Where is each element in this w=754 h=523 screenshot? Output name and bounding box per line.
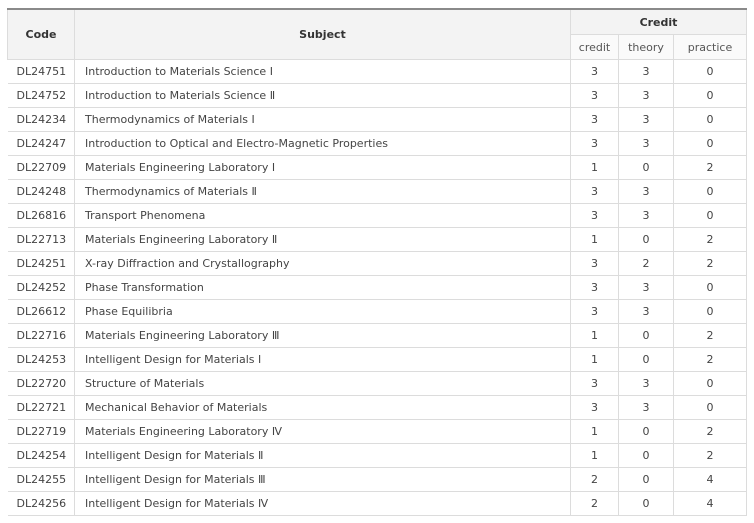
course-subject: X-ray Diffraction and Crystallography [75,252,571,276]
course-subject: Phase Transformation [75,276,571,300]
course-code: DL22720 [8,372,75,396]
course-theory: 0 [619,468,674,492]
course-theory: 3 [619,60,674,84]
table-row [8,252,747,276]
course-theory: 3 [619,276,674,300]
table-row [8,372,747,396]
course-practice: 2 [674,252,747,276]
course-theory: 3 [619,204,674,228]
course-code: DL24248 [8,180,75,204]
course-theory: 0 [619,420,674,444]
course-theory: 0 [619,156,674,180]
course-credit: 2 [571,468,619,492]
table-row [8,324,747,348]
course-practice: 0 [674,180,747,204]
course-code: DL22713 [8,228,75,252]
table-row [8,444,747,468]
course-theory: 3 [619,372,674,396]
header-theory: theory [619,35,674,60]
course-credit: 3 [571,276,619,300]
course-code: DL24252 [8,276,75,300]
course-theory: 0 [619,228,674,252]
table-header [8,9,747,60]
course-practice: 0 [674,204,747,228]
course-credit: 3 [571,300,619,324]
course-practice: 0 [674,108,747,132]
course-subject: Thermodynamics of Materials Ⅱ [75,180,571,204]
course-practice: 0 [674,372,747,396]
curriculum-table-container [7,8,746,516]
course-practice: 2 [674,156,747,180]
course-practice: 2 [674,228,747,252]
course-practice: 2 [674,444,747,468]
course-theory: 3 [619,132,674,156]
course-credit: 3 [571,372,619,396]
course-theory: 3 [619,300,674,324]
table-body [8,60,747,516]
course-subject: Intelligent Design for Materials Ⅳ [75,492,571,516]
course-credit: 1 [571,324,619,348]
table-row [8,228,747,252]
course-practice: 2 [674,324,747,348]
course-practice: 2 [674,420,747,444]
course-subject: Materials Engineering Laboratory Ⅰ [75,156,571,180]
course-subject: Materials Engineering Laboratory Ⅲ [75,324,571,348]
course-subject: Phase Equilibria [75,300,571,324]
course-practice: 0 [674,84,747,108]
table-row [8,132,747,156]
course-subject: Materials Engineering Laboratory Ⅱ [75,228,571,252]
course-credit: 2 [571,492,619,516]
course-credit: 3 [571,132,619,156]
course-practice: 0 [674,396,747,420]
table-row [8,60,747,84]
course-code: DL24251 [8,252,75,276]
course-theory: 0 [619,492,674,516]
course-code: DL24751 [8,60,75,84]
course-subject: Thermodynamics of Materials Ⅰ [75,108,571,132]
course-practice: 4 [674,492,747,516]
table-row [8,348,747,372]
course-code: DL22709 [8,156,75,180]
course-code: DL24234 [8,108,75,132]
course-credit: 3 [571,108,619,132]
course-theory: 3 [619,180,674,204]
course-subject: Intelligent Design for Materials Ⅰ [75,348,571,372]
header-credit: credit [571,35,619,60]
course-code: DL24253 [8,348,75,372]
course-credit: 1 [571,156,619,180]
course-theory: 3 [619,396,674,420]
course-code: DL24254 [8,444,75,468]
course-theory: 3 [619,108,674,132]
course-subject: Intelligent Design for Materials Ⅱ [75,444,571,468]
course-code: DL24752 [8,84,75,108]
table-row [8,420,747,444]
course-code: DL22721 [8,396,75,420]
course-subject: Structure of Materials [75,372,571,396]
table-row [8,180,747,204]
course-credit: 3 [571,204,619,228]
course-credit: 3 [571,60,619,84]
table-row [8,204,747,228]
curriculum-table [7,8,747,516]
course-subject: Introduction to Optical and Electro-Magnetic Properties [75,132,571,156]
course-theory: 0 [619,324,674,348]
course-credit: 1 [571,420,619,444]
course-code: DL26816 [8,204,75,228]
course-code: DL24247 [8,132,75,156]
course-practice: 4 [674,468,747,492]
course-credit: 3 [571,84,619,108]
course-code: DL26612 [8,300,75,324]
course-credit: 3 [571,252,619,276]
header-subject: Subject [75,9,571,60]
course-theory: 0 [619,348,674,372]
table-row [8,108,747,132]
header-practice: practice [674,35,747,60]
course-credit: 1 [571,444,619,468]
course-subject: Introduction to Materials Science Ⅰ [75,60,571,84]
table-row [8,84,747,108]
course-practice: 0 [674,60,747,84]
course-code: DL24256 [8,492,75,516]
course-theory: 3 [619,84,674,108]
course-subject: Intelligent Design for Materials Ⅲ [75,468,571,492]
course-practice: 0 [674,132,747,156]
course-code: DL22716 [8,324,75,348]
header-row-top [8,9,747,35]
table-row [8,300,747,324]
course-practice: 2 [674,348,747,372]
header-credit-group: Credit [571,9,747,35]
course-code: DL24255 [8,468,75,492]
table-row [8,396,747,420]
course-subject: Mechanical Behavior of Materials [75,396,571,420]
course-credit: 3 [571,396,619,420]
course-practice: 0 [674,276,747,300]
course-credit: 1 [571,228,619,252]
course-theory: 0 [619,444,674,468]
course-theory: 2 [619,252,674,276]
table-row [8,468,747,492]
course-credit: 1 [571,348,619,372]
table-row [8,492,747,516]
course-code: DL22719 [8,420,75,444]
table-row [8,156,747,180]
course-credit: 3 [571,180,619,204]
course-subject: Transport Phenomena [75,204,571,228]
course-subject: Introduction to Materials Science Ⅱ [75,84,571,108]
course-subject: Materials Engineering Laboratory Ⅳ [75,420,571,444]
table-row [8,276,747,300]
header-code: Code [8,9,75,60]
course-practice: 0 [674,300,747,324]
